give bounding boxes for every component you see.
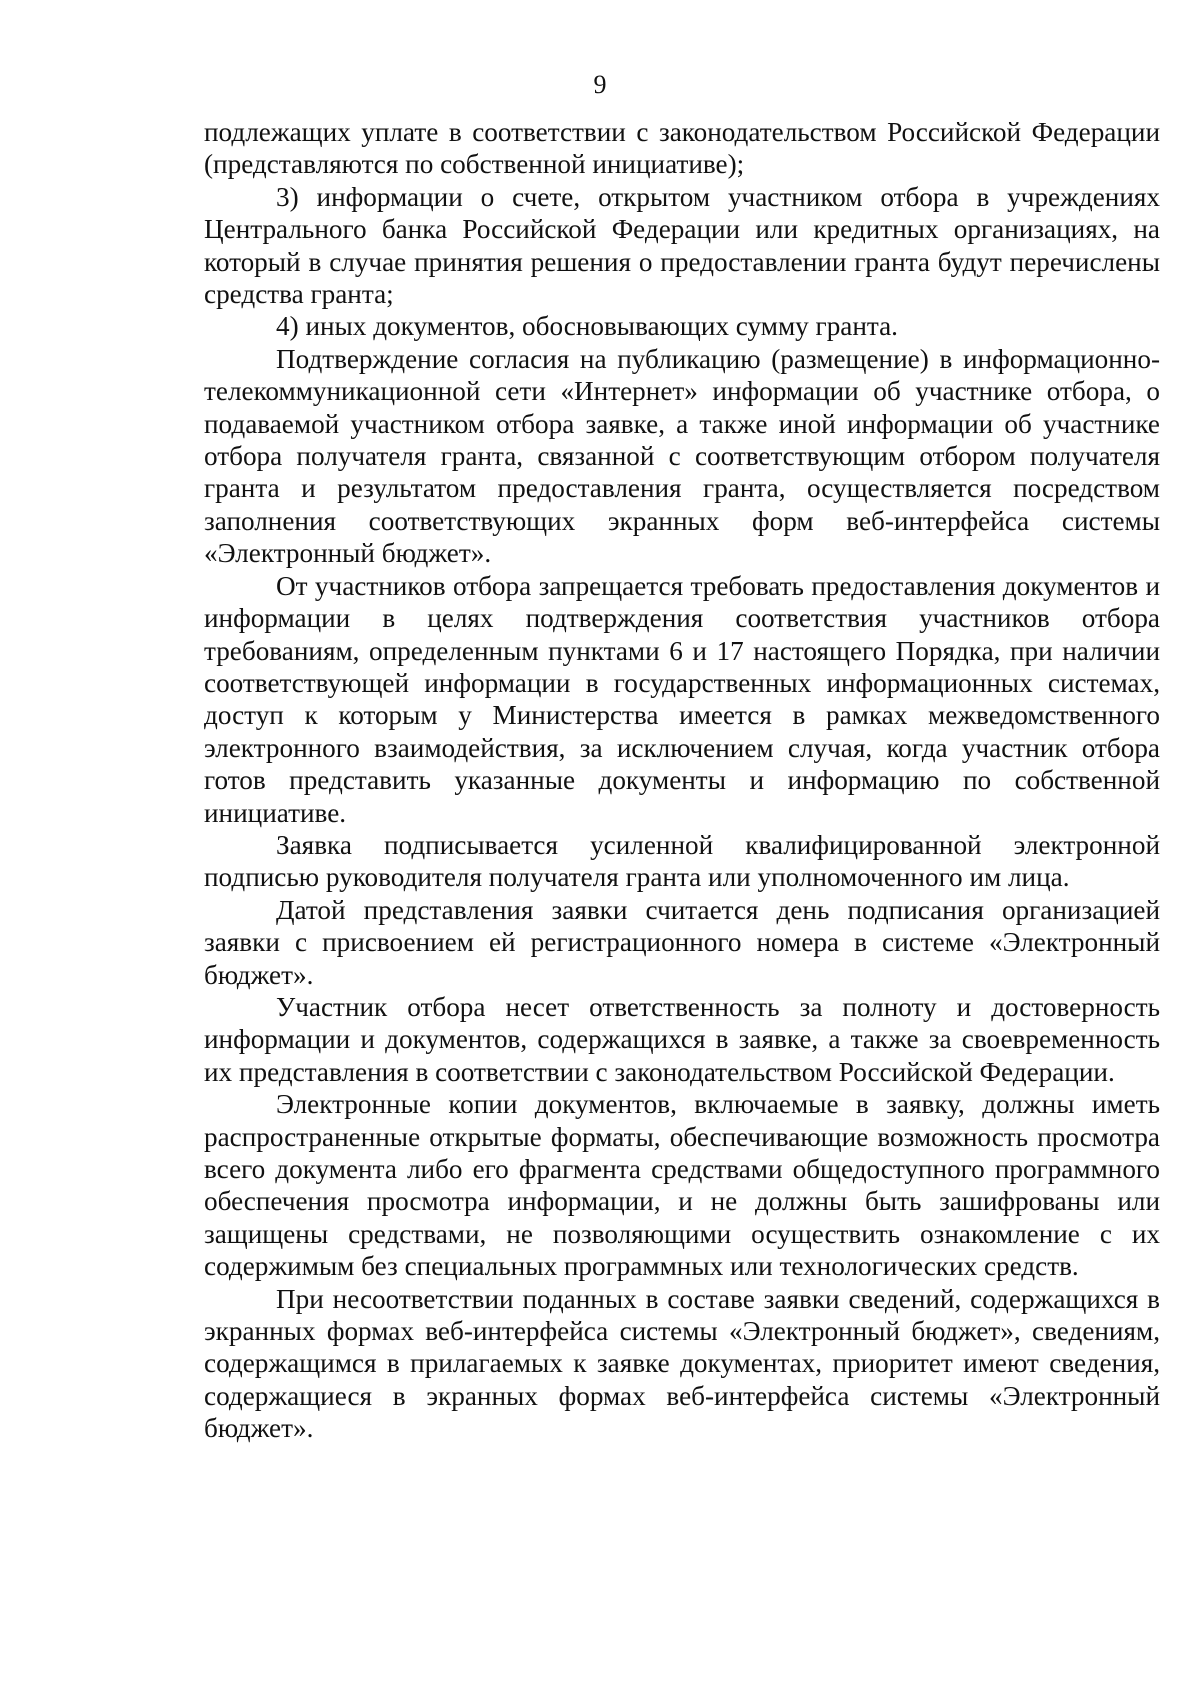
document-body: [204, 116, 1160, 1445]
paragraph-continuation: подлежащих уплате в соответствии с законодательством Российской Федерации (представляются по собственной инициативе);: [204, 117, 1160, 180]
page-number: 9: [593, 70, 607, 99]
paragraph-item-4: 4) иных документов, обосновывающих сумму гранта.: [276, 311, 898, 342]
paragraph-electronic-copies: Электронные копии документов, включаемые в заявку, должны иметь распространенные открытые форматы, обеспечивающие возможность просмотра всего документа либо его фрагмента средствами общедоступного программного обеспечения просмотра информации, и не должны быть зашифрованы или защищены средствами, не позволяющими осуществить ознакомление с их содержимым без специальных программных или технологических средств.: [204, 1089, 1160, 1282]
paragraph-signature: Заявка подписывается усиленной квалифицированной электронной подписью руководителя получателя гранта или уполномоченного им лица.: [204, 829, 1160, 893]
paragraph-responsibility: Участник отбора несет ответственность за полноту и достоверность информации и документов, содержащихся в заявке, а также за своевременность их представления в соответствии с законодательством Российской Федерации.: [204, 991, 1160, 1087]
paragraph-priority: При несоответствии поданных в составе заявки сведений, содержащихся в экранных формах веб-интерфейса системы «Электронный бюджет», сведениям, содержащимся в прилагаемых к заявке документах, приоритет имеют сведения, содержащиеся в экранных формах веб-интерфейса системы «Электронный бюджет».: [204, 1283, 1160, 1444]
paragraph-publication-consent: Подтверждение согласия на публикацию (размещение) в информационно-телекоммуникационной сети «Интернет» информации об участнике отбора, о подаваемой участником отбора заявке, а также иной информации об участнике отбора получателя гранта, связанной с соответствующим отбором получателя гранта и результатом предоставления гранта, осуществляется посредством заполнения соответствующих экранных форм веб-интерфейса системы «Электронный бюджет».: [204, 343, 1160, 569]
paragraph-item-3: 3) информации о счете, открытом участником отбора в учреждениях Центрального банка Российской Федерации или кредитных организациях, на который в случае принятия решения о предоставлении гранта будут перечислены средства гранта;: [204, 181, 1160, 310]
paragraph-document-requirements: От участников отбора запрещается требовать предоставления документов и информации в целях подтверждения соответствия участников отбора требованиям, определенным пунктами 6 и 17 настоящего Порядка, при наличии соответствующей информации в государственных информационных системах, доступ к которым у Министерства имеется в рамках межведомственного электронного взаимодействия, за исключением случая, когда участник отбора готов представить указанные документы и информацию по собственной инициативе.: [204, 570, 1160, 828]
paragraph-submission-date: Датой представления заявки считается день подписания организацией заявки с присвоением ей регистрационного номера в системе «Электронный бюджет».: [204, 894, 1160, 990]
